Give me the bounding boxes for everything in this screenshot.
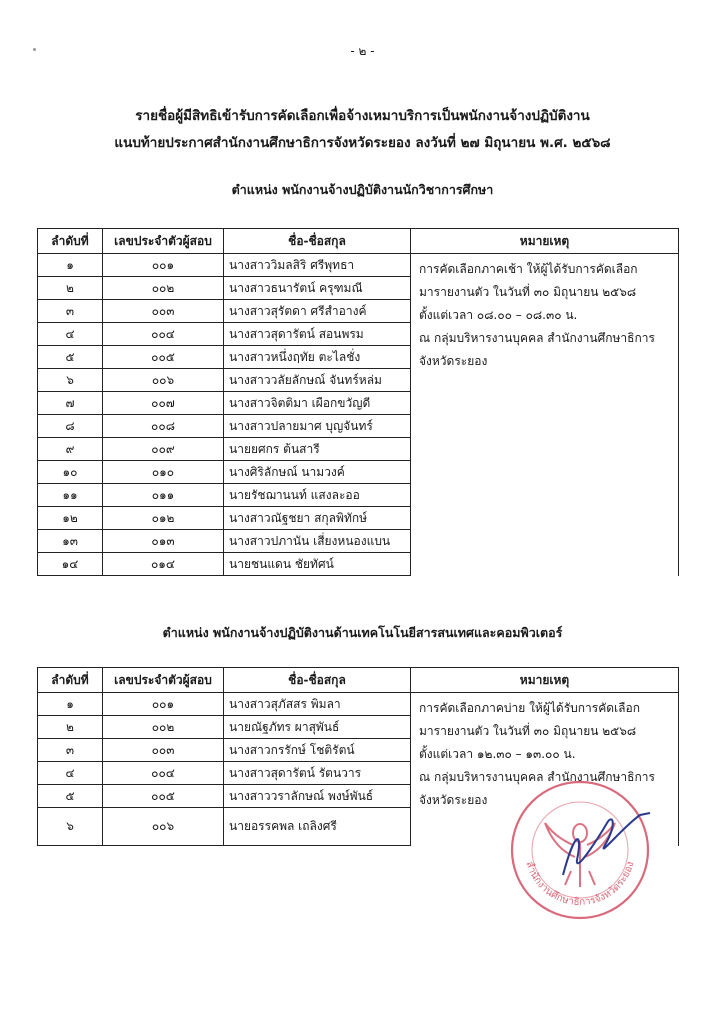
official-seal-stamp <box>505 775 655 925</box>
exam-id-cell: ๐๑๐ <box>103 461 224 484</box>
exam-id-cell: ๐๐๖ <box>103 369 224 392</box>
order-cell: ๘ <box>38 415 103 438</box>
remark-line: มารายงานตัว ในวันที่ ๓๐ มิถุนายน ๒๕๖๘ <box>419 285 637 299</box>
col-header-exam-id: เลขประจำตัวผู้สอบ <box>103 668 224 693</box>
name-cell: นางสาววลัยลักษณ์ จันทร์หล่ม <box>224 369 411 392</box>
remark-line: จังหวัดระยอง <box>419 793 488 807</box>
col-header-name: ชื่อ-ชื่อสกุล <box>224 668 411 693</box>
order-cell: ๑ <box>38 254 103 277</box>
exam-id-cell: ๐๑๒ <box>103 507 224 530</box>
document-title-line2: แนบท้ายประกาศสำนักงานศึกษาธิการจังหวัดระยอง ลงวันที่ ๒๗ มิถุนายน พ.ศ. ๒๕๖๘ <box>114 135 611 151</box>
order-cell: ๑๓ <box>38 530 103 553</box>
name-cell: นางสาวปภานัน เสี่ยงหนองแบน <box>224 530 411 553</box>
remark-cell <box>411 254 679 576</box>
exam-id-cell: ๐๐๒ <box>103 277 224 300</box>
order-cell: ๔ <box>38 323 103 346</box>
name-cell: นางสาวกรรักษ์ โชติรัตน์ <box>224 739 411 762</box>
col-header-remark: หมายเหตุ <box>411 229 679 254</box>
exam-id-cell: ๐๐๖ <box>103 808 224 846</box>
exam-id-cell: ๐๐๘ <box>103 415 224 438</box>
remark-line: ตั้งแต่เวลา ๑๒.๓๐ – ๑๓.๐๐ น. <box>419 747 576 761</box>
garuda-emblem-icon <box>545 823 615 887</box>
order-cell: ๒ <box>38 716 103 739</box>
exam-id-cell: ๐๐๕ <box>103 785 224 808</box>
section-heading-2: ตำแหน่ง พนักงานจ้างปฏิบัติงานด้านเทคโนโนยีสารสนเทศและคอมพิวเตอร์ <box>162 625 563 640</box>
order-cell: ๕ <box>38 785 103 808</box>
order-cell: ๙ <box>38 438 103 461</box>
exam-id-cell: ๐๐๗ <box>103 392 224 415</box>
name-cell: นางสาววราลักษณ์ พงษ์พันธ์ <box>224 785 411 808</box>
remark-line: การคัดเลือกภาคเช้า ให้ผู้ได้รับการคัดเลือก <box>419 262 638 276</box>
order-cell: ๑ <box>38 693 103 716</box>
remark-line: จังหวัดระยอง <box>419 354 488 368</box>
candidate-table-1 <box>37 228 679 576</box>
remark-line: การคัดเลือกภาคบ่าย ให้ผู้ได้รับการคัดเลือก <box>419 701 640 715</box>
exam-id-cell: ๐๐๒ <box>103 716 224 739</box>
exam-id-cell: ๐๐๔ <box>103 323 224 346</box>
name-cell: นายรัชฌานนท์ แสงละออ <box>224 484 411 507</box>
order-cell: ๔ <box>38 762 103 785</box>
order-cell: ๑๐ <box>38 461 103 484</box>
order-cell: ๑๒ <box>38 507 103 530</box>
exam-id-cell: ๐๐๙ <box>103 438 224 461</box>
name-cell: นางสาวหนึ่งฤทัย ตะไลชั่ง <box>224 346 411 369</box>
name-cell: นายอรรคพล เถลิงศรี <box>224 808 411 846</box>
exam-id-cell: ๐๑๔ <box>103 553 224 576</box>
signature-mark <box>563 813 650 875</box>
exam-id-cell: ๐๐๑ <box>103 254 224 277</box>
order-cell: ๒ <box>38 277 103 300</box>
table-row <box>38 254 679 277</box>
exam-id-cell: ๐๐๑ <box>103 693 224 716</box>
order-cell: ๑๔ <box>38 553 103 576</box>
stamp-text: สำนักงานศึกษาธิการจังหวัดระยอง <box>523 860 637 909</box>
name-cell: นายณัฐภัทร ผาสุพันธ์ <box>224 716 411 739</box>
name-cell: นางสาวณัฐชยา สกุลพิทักษ์ <box>224 507 411 530</box>
name-cell: นางสาวสุภัสสร พิมลา <box>224 693 411 716</box>
table-header-row <box>38 668 679 693</box>
remark-line: มารายงานตัว ในวันที่ ๓๐ มิถุนายน ๒๕๖๘ <box>419 724 637 738</box>
remark-line: ณ กลุ่มบริหารงานบุคคล สำนักงานศึกษาธิการ <box>419 770 655 784</box>
remark-line: ตั้งแต่เวลา ๐๘.๐๐ – ๐๘.๓๐ น. <box>419 308 578 322</box>
table-row <box>38 693 679 716</box>
name-cell: นางศิริลักษณ์ นามวงค์ <box>224 461 411 484</box>
col-header-name: ชื่อ-ชื่อสกุล <box>224 229 411 254</box>
name-cell: นายยศกร ต้นสารี <box>224 438 411 461</box>
name-cell: นางสาวสุดารัตน์ รัตนวาร <box>224 762 411 785</box>
order-cell: ๗ <box>38 392 103 415</box>
exam-id-cell: ๐๐๕ <box>103 346 224 369</box>
order-cell: ๓ <box>38 300 103 323</box>
exam-id-cell: ๐๐๓ <box>103 300 224 323</box>
exam-id-cell: ๐๐๔ <box>103 762 224 785</box>
name-cell: นายชนแดน ชัยทัศน์ <box>224 553 411 576</box>
name-cell: นางสาววิมลสิริ ศรีพุทธา <box>224 254 411 277</box>
exam-id-cell: ๐๐๓ <box>103 739 224 762</box>
exam-id-cell: ๐๑๓ <box>103 530 224 553</box>
order-cell: ๑๑ <box>38 484 103 507</box>
exam-id-cell: ๐๑๑ <box>103 484 224 507</box>
section-heading-1: ตำแหน่ง พนักงานจ้างปฏิบัติงานนักวิชาการศึกษา <box>231 182 494 197</box>
name-cell: นางสาวสุรัตดา ศรีสำอางค์ <box>224 300 411 323</box>
order-cell: ๕ <box>38 346 103 369</box>
order-cell: ๓ <box>38 739 103 762</box>
order-cell: ๖ <box>38 369 103 392</box>
table-header-row <box>38 229 679 254</box>
remark-line: ณ กลุ่มบริหารงานบุคคล สำนักงานศึกษาธิการ <box>419 331 655 345</box>
page-number: - ๒ - <box>350 44 375 58</box>
order-cell: ๖ <box>38 808 103 846</box>
col-header-remark: หมายเหตุ <box>411 668 679 693</box>
document-title-line1: รายชื่อผู้มีสิทธิเข้ารับการคัดเลือกเพื่อจ้างเหมาบริการเป็นพนักงานจ้างปฏิบัติงาน <box>135 108 590 124</box>
name-cell: นางสาวสุดารัตน์ สอนพรม <box>224 323 411 346</box>
col-header-order: ลำดับที่ <box>38 668 103 693</box>
name-cell: นางสาวปลายมาศ บุญจันทร์ <box>224 415 411 438</box>
name-cell: นางสาวธนารัตน์ ครุฑมณี <box>224 277 411 300</box>
col-header-exam-id: เลขประจำตัวผู้สอบ <box>103 229 224 254</box>
col-header-order: ลำดับที่ <box>38 229 103 254</box>
name-cell: นางสาวจิตติมา เผือกขวัญดี <box>224 392 411 415</box>
